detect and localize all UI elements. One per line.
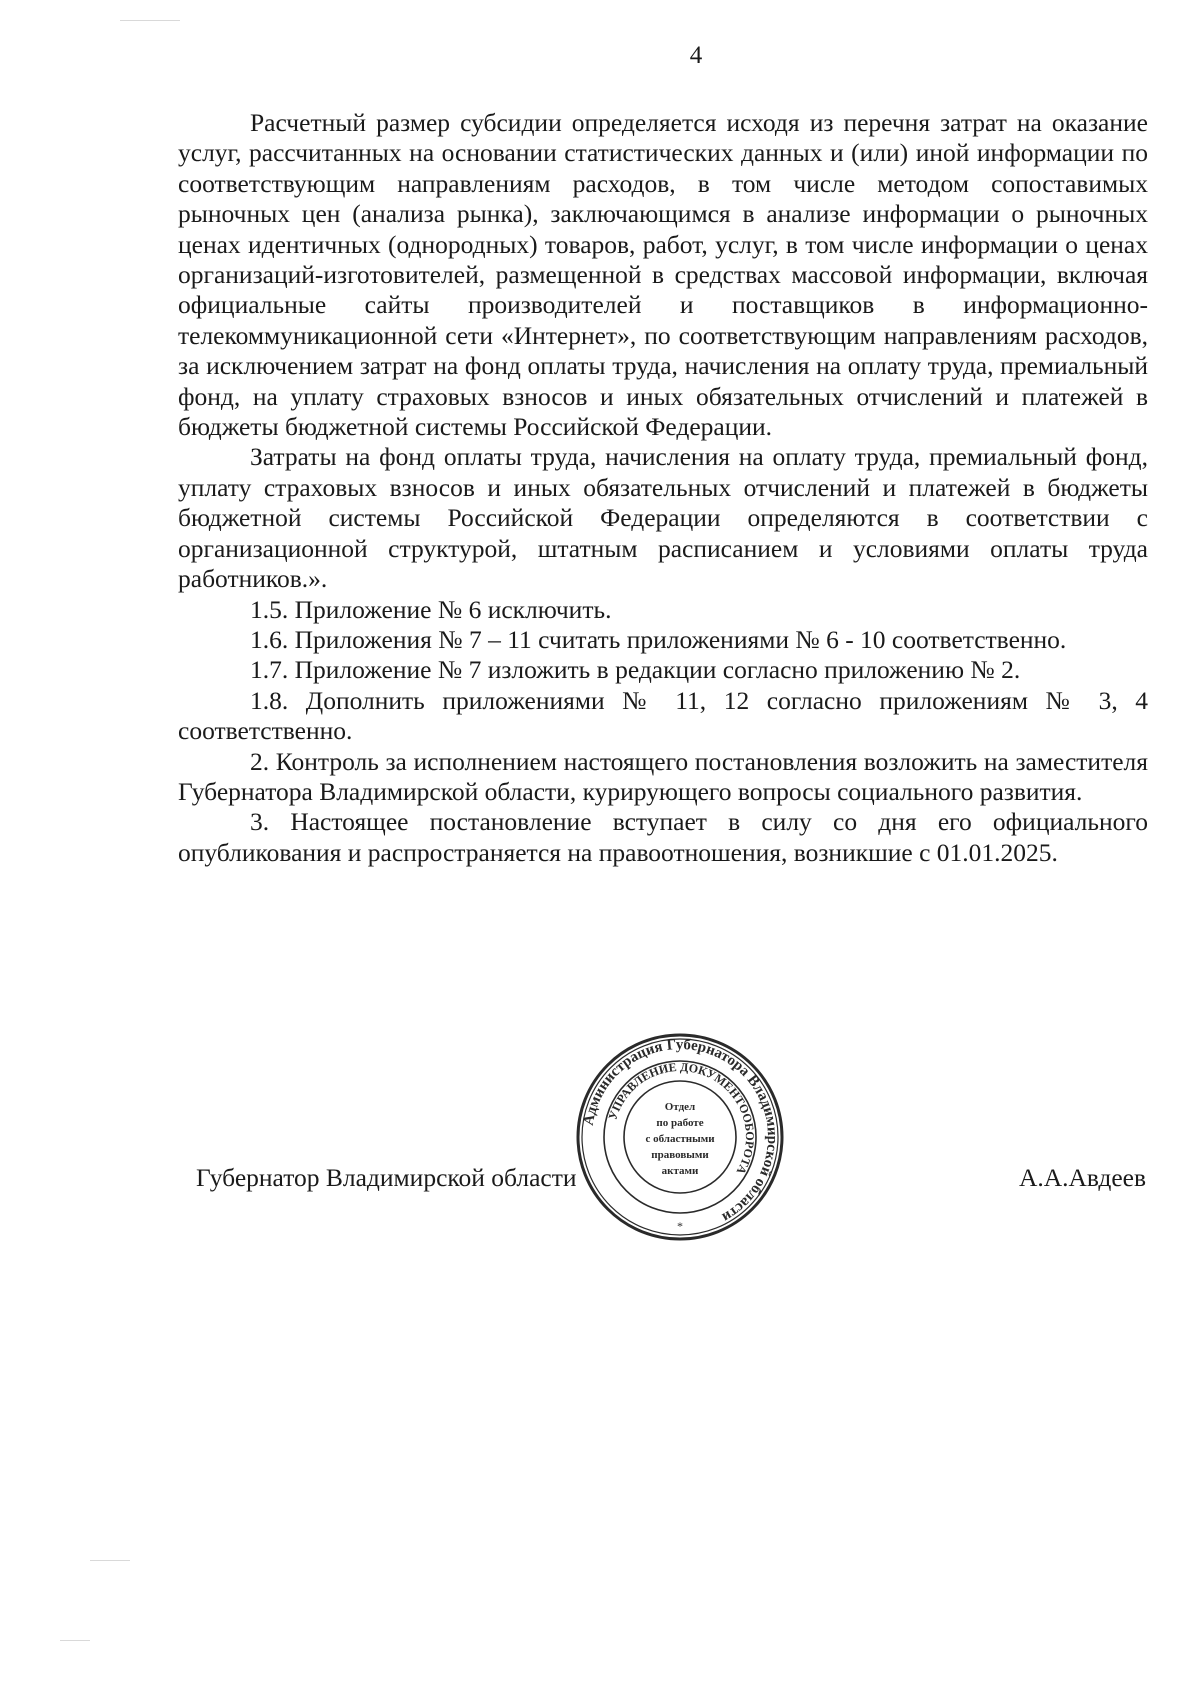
seal-outer-text: Администрация Губернатора Владимирской области — [580, 1036, 781, 1226]
paragraph-item-1-8: 1.8. Дополнить приложениями № 11, 12 согласно приложениям № 3, 4 соответственно. — [178, 685, 1148, 746]
scan-artifact — [120, 20, 180, 21]
seal-center-line-4: правовыми — [651, 1149, 709, 1161]
page-number: 4 — [689, 42, 703, 69]
paragraph-item-1-7: 1.7. Приложение № 7 изложить в редакции согласно приложению № 2. — [250, 655, 1021, 685]
scan-artifact — [90, 1560, 130, 1561]
paragraph-labor-costs: Затраты на фонд оплаты труда, начисления на оплату труда, премиальный фонд, уплату страховых взносов и иных обязательных отчислений и платежей в бюджеты бюджетной системы Российской Федерации определяются в соответствии с организационной структурой, штатным расписанием и условиями оплаты труда работников.». — [178, 442, 1148, 594]
paragraph-item-3: 3. Настоящее постановление вступает в силу со дня его официального опубликования и распространяется на правоотношения, возникшие с 01.01.2025. — [178, 807, 1148, 867]
paragraph-item-1-6: 1.6. Приложения № 7 – 11 считать приложениями № 6 - 10 соответственно. — [250, 624, 1067, 654]
signature-name: А.А.Авдеев — [1018, 1163, 1146, 1192]
seal-graphic — [575, 1032, 785, 1242]
paragraph-subsidy-calculation: Расчетный размер субсидии определяется исходя из перечня затрат на оказание услуг, рассчитанных на основании статистических данных и (или) иной информации по соответствующим направлениям расходов, в том числе методом сопоставимых рыночных цен (анализа рынка), заключающимся в анализе информации о рыночных ценах идентичных (однородных) товаров, работ, услуг, в том числе информации о ценах организаций-изготовителей, размещенной в средствах массовой информации, включая официальные сайты производителей и поставщиков в информационно-телекоммуникационной сети «Интернет», по соответствующим направлениям расходов, за исключением затрат на фонд оплаты труда, начисления на оплату труда, премиальный фонд, на уплату страховых взносов и иных обязательных отчислений и платежей в бюджеты бюджетной системы Российской Федерации. — [178, 108, 1148, 442]
scan-artifact — [60, 1640, 90, 1641]
seal-center-line-1: Отдел — [664, 1101, 696, 1113]
seal-inner-text: УПРАВЛЕНИЕ ДОКУМЕНТООБОРОТА — [605, 1059, 758, 1177]
paragraph-item-1-5: 1.5. Приложение № 6 исключить. — [250, 594, 612, 624]
seal-center-line-3: с областными — [645, 1133, 715, 1145]
seal-star-icon: * — [677, 1219, 683, 1233]
seal-center-line-5: актами — [661, 1165, 699, 1177]
document-body — [178, 108, 1148, 868]
paragraph-item-2: 2. Контроль за исполнением настоящего постановления возложить на заместителя Губернатора Владимирской области, курирующего вопросы социального развития. — [178, 746, 1148, 806]
seal-center-line-2: по работе — [656, 1117, 704, 1129]
official-seal-stamp — [575, 1032, 785, 1242]
signature-position: Губернатор Владимирской области — [196, 1163, 577, 1192]
